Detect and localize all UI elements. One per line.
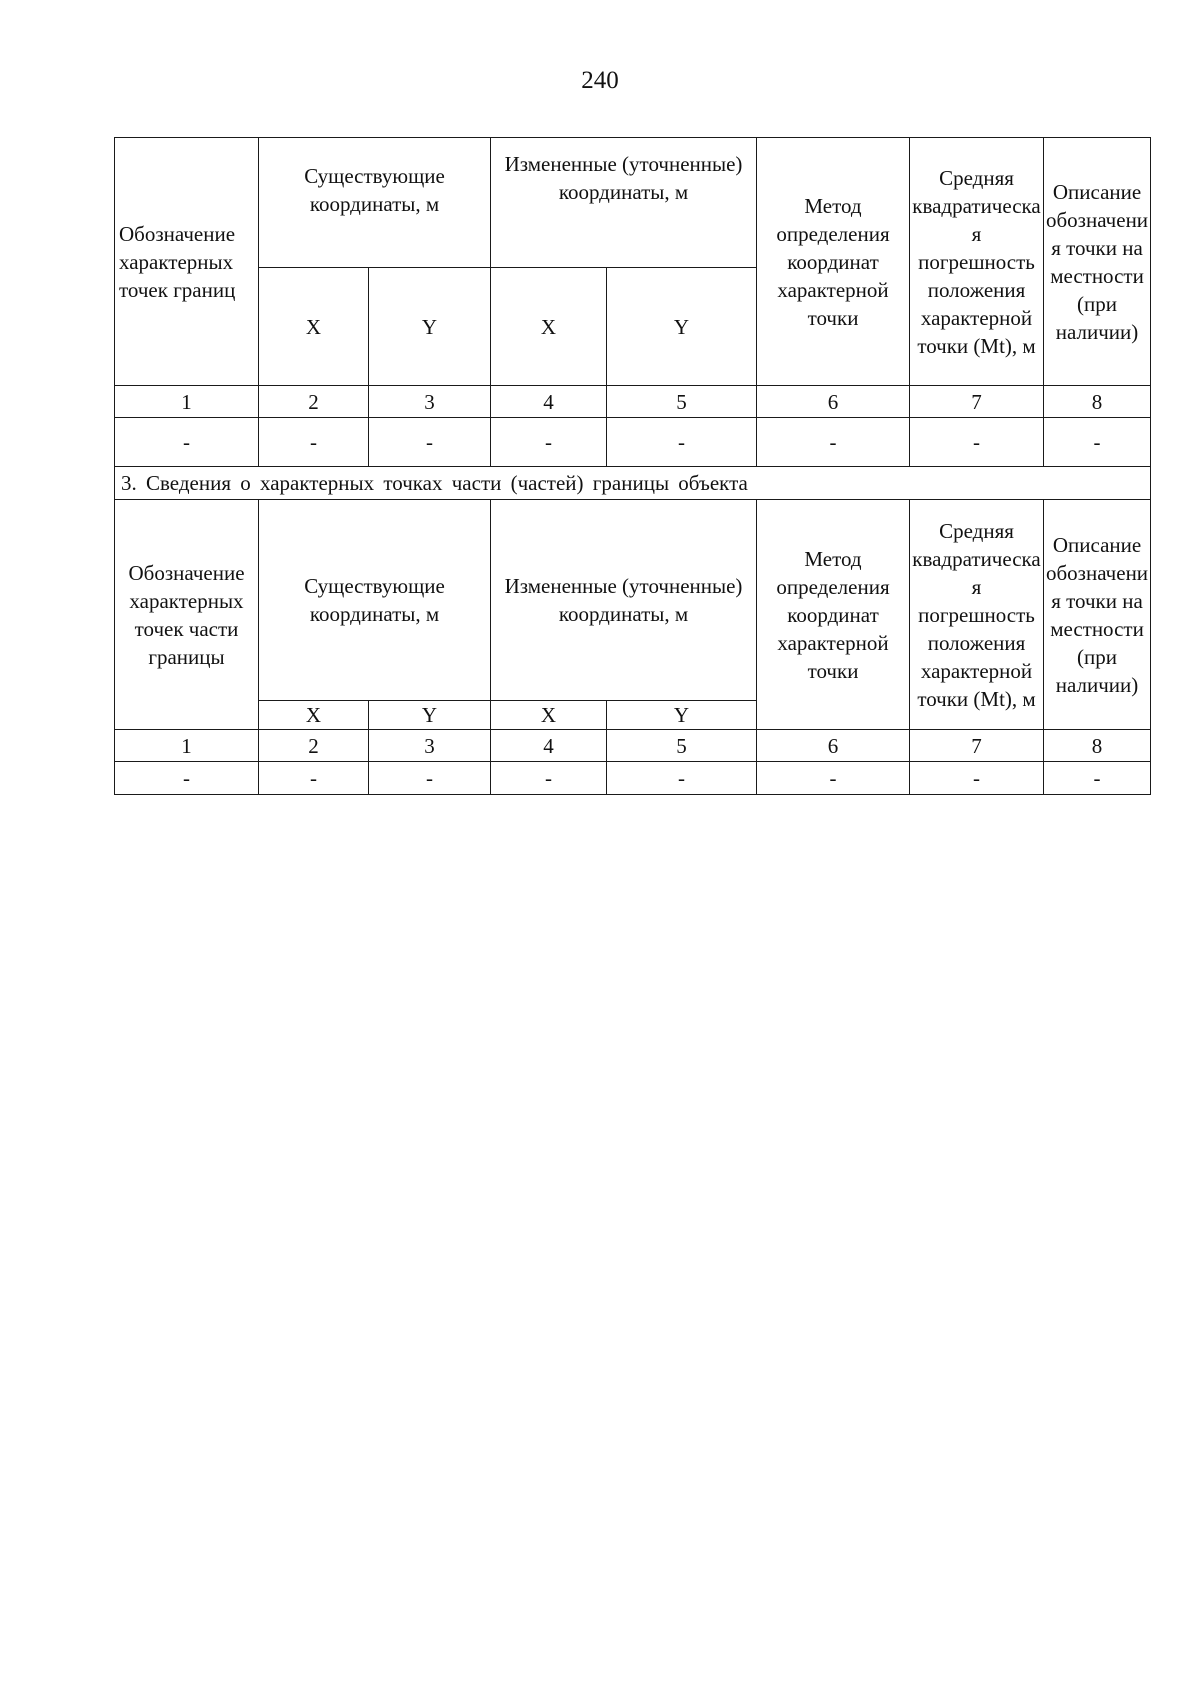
header-changed-y: Y (607, 268, 757, 386)
column-number: 7 (910, 730, 1044, 762)
header-changed-x: X (491, 701, 607, 730)
header-existing-x: X (259, 268, 369, 386)
table-cell: - (1044, 762, 1151, 795)
column-number: 4 (491, 730, 607, 762)
section-title-row (115, 467, 1151, 500)
table-cell: - (607, 418, 757, 467)
table1-column-numbers (115, 386, 1151, 418)
column-number: 8 (1044, 386, 1151, 418)
table-cell: - (369, 418, 491, 467)
header-method: Метод определения координат характерной точки (757, 500, 910, 730)
table-cell: - (910, 418, 1044, 467)
table-cell: - (910, 762, 1044, 795)
column-number: 6 (757, 730, 910, 762)
column-number: 8 (1044, 730, 1151, 762)
table-cell: - (115, 762, 259, 795)
header-existing-coordinates: Существующие координаты, м (259, 138, 491, 268)
boundary-points-table (114, 137, 1151, 795)
header-existing-y: Y (369, 701, 491, 730)
column-number: 5 (607, 730, 757, 762)
header-changed-x: X (491, 268, 607, 386)
header-existing-y: Y (369, 268, 491, 386)
header-rmse: Средняя квадратическая погрешность положения характерной точки (Mt), м (910, 500, 1044, 730)
header-designation: Обозначение характерных точек границ (115, 138, 259, 386)
table2-header-row (115, 500, 1151, 701)
table-cell: - (1044, 418, 1151, 467)
table-cell: - (757, 762, 910, 795)
table-cell: - (115, 418, 259, 467)
header-changed-coordinates: Измененные (уточненные) координаты, м (491, 138, 757, 268)
section-3-title: 3. Сведения о характерных точках части (частей) границы объекта (115, 467, 1151, 500)
page-number: 240 (581, 67, 619, 94)
header-description: Описание обозначения точки на местности (при наличии) (1044, 138, 1151, 386)
table-cell: - (259, 762, 369, 795)
header-designation: Обозначение характерных точек части границы (115, 500, 259, 730)
table-cell: - (369, 762, 491, 795)
column-number: 1 (115, 730, 259, 762)
column-number: 1 (115, 386, 259, 418)
column-number: 3 (369, 730, 491, 762)
header-existing-coordinates: Существующие координаты, м (259, 500, 491, 701)
column-number: 4 (491, 386, 607, 418)
header-existing-x: X (259, 701, 369, 730)
table-cell: - (491, 418, 607, 467)
column-number: 5 (607, 386, 757, 418)
table-cell: - (259, 418, 369, 467)
column-number: 6 (757, 386, 910, 418)
table-cell: - (491, 762, 607, 795)
table1-header-row (115, 138, 1151, 268)
table-row (115, 762, 1151, 795)
header-method: Метод определения координат характерной точки (757, 138, 910, 386)
column-number: 7 (910, 386, 1044, 418)
column-number: 2 (259, 386, 369, 418)
column-number: 2 (259, 730, 369, 762)
table2-column-numbers (115, 730, 1151, 762)
column-number: 3 (369, 386, 491, 418)
table-cell: - (757, 418, 910, 467)
header-changed-coordinates: Измененные (уточненные) координаты, м (491, 500, 757, 701)
table-row (115, 418, 1151, 467)
header-changed-y: Y (607, 701, 757, 730)
header-description: Описание обозначения точки на местности (при наличии) (1044, 500, 1151, 730)
header-rmse: Средняя квадратическая погрешность положения характерной точки (Mt), м (910, 138, 1044, 386)
table-cell: - (607, 762, 757, 795)
